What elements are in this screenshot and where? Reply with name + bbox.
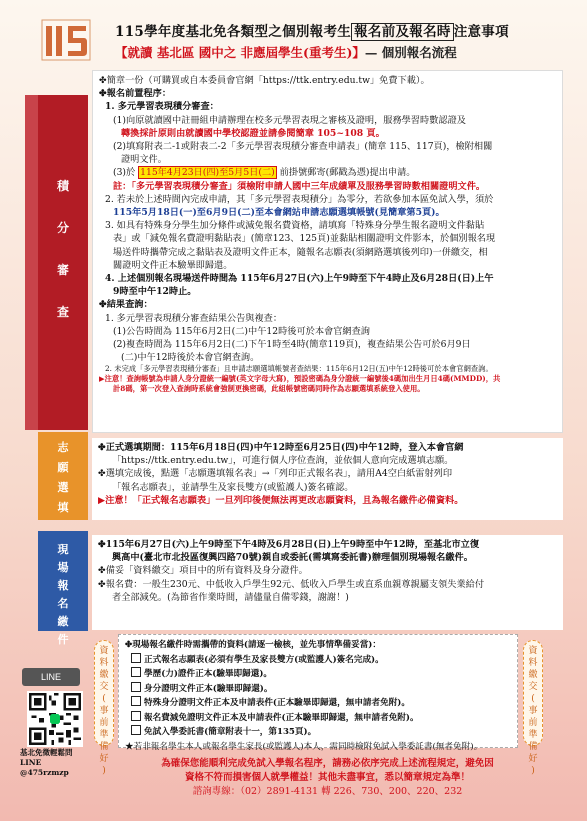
- step-1-3: (3)於 115年4月23日(四)至5月5日(二) 前掛號郵寄(郵戳為憑)提出申請。: [113, 167, 416, 179]
- checklist-item[interactable]: 免試入學委託書(簡章附表十一，第135頁)。: [125, 725, 511, 740]
- footer-line-2: 資格不符而損害個人就學權益！其他未盡事宜，悉以簡章規定為準！: [184, 772, 470, 783]
- checkbox[interactable]: [131, 696, 141, 706]
- tab-score-review: [38, 95, 88, 430]
- tab-onsite-registration: [38, 531, 88, 646]
- step-3b: 表」或「減免報名費證明黏貼表」(簡章123、125頁)並黏貼相關證明文件影本，於個別報名現: [113, 233, 496, 245]
- page-title: 115學年度基北免各類型之個別報考生 報名前及報名時 注意事項: [115, 24, 509, 40]
- step-1-1a: (1)向原就讀國中註冊組申請辦理在校多元學習表現之審核及證明，服務學習時數認證及: [113, 114, 466, 126]
- line-badge: LINE: [22, 668, 80, 686]
- result-1-1: (1)公告時間為 115年6月2日(二)中午12時後可於本會官網查詢: [113, 325, 370, 337]
- result-heading: ✤結果查詢：: [99, 299, 153, 311]
- checkbox[interactable]: [131, 653, 141, 663]
- checklist-item[interactable]: 特殊身分證明文件正本及申請表件(正本驗畢即歸還，無申請者免附)。: [125, 696, 511, 711]
- step-1-heading: 1. 多元學習表現積分審查：: [105, 101, 219, 113]
- footer-line-1: 為確保您能順利完成免試入學報名程序，請務必依序完成上述流程規定，避免因: [161, 758, 494, 769]
- onsite-prepare: ✤備妥「資料繳交」項目中的所有資料及身分證件。: [98, 565, 308, 577]
- checkbox[interactable]: [131, 667, 141, 677]
- wish-period-1: ✤正式選填期間：115年6月18日(四)中午12時至6月25日(四)中午12時，登入本會官網: [98, 442, 464, 453]
- result-1-2a: (2)複查時間為 115年6月2日(二)下午1時至4時(簡章119頁)，複查結果公告可於6月9日: [113, 339, 471, 351]
- line-caption: 基北免徵輕鬆問LINE @475rzmzp: [20, 748, 73, 777]
- onsite-fee-1: ✤報名費：一般生230元、中低收入戶學生92元、低收入戶學生或直系血親尊親屬支領失業給付: [98, 578, 485, 590]
- checklist-item[interactable]: 身分證明文件正本(驗畢即歸還)。: [125, 682, 511, 697]
- step-2b: 115年5月18日(一)至6月9日(二)至本會網站申請志願選填帳號(見簡章第5頁)。: [113, 207, 445, 219]
- step-4b: 9時至中午12時止。: [113, 286, 197, 298]
- result-2: 2. 未完成「多元學習表現積分審查」且申請志願選填帳號者查結果：115年6月12日(五)中午12時後可於本會官網查詢。: [105, 364, 493, 374]
- step-3a: 3. 如具有特殊身分學生加分條件或減免報名費資格，請填寫「特殊身分學生報名證明文件黏貼: [105, 220, 485, 232]
- step-3c: 場送件時攜帶完成之黏貼表及證明文件正本，隨報名志願表(須網路選填後列印)一併繳交，相: [113, 246, 488, 258]
- wish-notice: ▶注意！「正式報名志願表」一旦列印後便無法再更改志願資料，且為報名繳件必備資料。: [98, 494, 464, 506]
- materials-pill-right: 資 料 繳 交 ( 事 前 準 備 好 ): [523, 640, 543, 746]
- checklist-item[interactable]: 學歷(力)證件正本(驗畢即歸還)。: [125, 667, 511, 682]
- checklist-item[interactable]: 報名費減免證明文件正本及申請表件(正本驗畢即歸還，無申請者免附)。: [125, 711, 511, 726]
- page-subtitle: 【就讀 基北區 國中之 非應屆學生(重考生)】— 個別報名流程: [115, 45, 457, 60]
- step-1-2b: 證明文件。: [121, 154, 167, 166]
- step-1-note: 註：「多元學習表現積分審查」須檢附申請人國中三年成績單及服務學習時數相關證明文件。: [113, 180, 486, 192]
- pre-procedure-heading: ✤報名前置程序：: [99, 88, 172, 100]
- brochure-line: ✤簡章一份（可購買或自本委員會官網「https://ttk.entry.edu.tw」免費下載）。: [99, 75, 430, 86]
- checkbox[interactable]: [131, 682, 141, 692]
- checklist-heading: ✤現場報名繳件時需攜帶的資料(請逐一檢核，並先事情準備妥當)：: [125, 640, 381, 650]
- onsite-time-1: ✤115年6月27日(六)上午9時至下午4時及6月28日(日)上午9時至中午12時，至基北市立復: [98, 539, 480, 550]
- wish-print-1: ✤選填完成後，點選「志願選填報名表」→「列印正式報名表」，請用A4空白紙雷射列印: [98, 468, 453, 480]
- step-1-1b: 轉換採計原則由就讀國中學校認證並請參閱簡章 105~108 頁。: [121, 127, 385, 139]
- result-1: 1. 多元學習表現積分審查結果公告與複查：: [105, 312, 283, 324]
- checkbox[interactable]: [131, 711, 141, 721]
- tab-score-label: 積 分 審 查: [56, 179, 69, 319]
- checkbox[interactable]: [131, 725, 141, 735]
- step-3d: 關證明文件正本驗畢即歸還。: [113, 259, 233, 271]
- step-4a: 4. 上述個別報名現場送件時間為 115年6月27日(六)上午9時至下午4時止及6月28日(日)上午: [105, 273, 494, 285]
- onsite-time-2: 興高中(臺北市北投區復興四路70號)親自或委託(需填寫委託書)辦理個別現場報名繳件。: [112, 552, 473, 564]
- tab-onsite-label: 現 場 報 名 繳 件: [57, 543, 69, 646]
- step-1-2a: (2)填寫附表二-1或附表二-2「多元學習表現積分審查申請表」(簡章 115、117頁)，檢附相關: [113, 141, 493, 153]
- apply-date-highlight: 115年4月23日(四)至5月5日(二): [140, 167, 275, 179]
- 115-logo-icon: [40, 18, 92, 62]
- tab-wish-label: 志 願 選 填: [57, 441, 69, 514]
- tab-wish-selection: [38, 432, 88, 520]
- onsite-fee-2: 者全部減免。(為節省作業時間，請儘量自備零錢，謝謝！): [112, 591, 349, 603]
- checklist-section: [118, 634, 518, 752]
- step-2a: 2. 若未於上述時間內完成申請，其「多元學習表現積分」為零分，若欲參加本區免試入學，須於: [105, 193, 494, 205]
- qr-code-icon[interactable]: [27, 691, 83, 747]
- wish-print-2: 「報名志願表」，並請學生及家長雙方(或監護人)簽名確認。: [112, 481, 354, 493]
- wish-period-2: 「https://ttk.entry.edu.tw」，可進行個人序位查詢，並依個人意向完成選填志願。: [112, 455, 454, 467]
- login-notice-1: ▶注意！查詢帳號為申請人身分證統一編號(英文字母大寫)，預設密碼為身分證統一編號後4碼加出生月日4碼(MMDD)，共: [99, 374, 501, 384]
- title-highlight: 報名前及報名時: [351, 23, 454, 41]
- login-notice-2: 計8碼，第一次登入查詢時系統會強制更換密碼，此組帳號密碼同時作為志願選填系統登入使用。: [113, 384, 425, 394]
- onsite-section: [92, 535, 563, 630]
- result-1-2b: (二)中午12時後於本會官網查詢。: [121, 352, 260, 364]
- wish-selection-section: [92, 438, 563, 520]
- checklist-note: ★若非報名學生本人或報名學生家長(或監護人)本人，需同時檢附免試入學委託書(無者免附)。: [125, 741, 483, 752]
- footer-contact: 諮詢專線：（02）2891-4131 轉 226、730、200、220、232: [192, 786, 463, 797]
- materials-pill-left: 資 料 繳 交 ( 事 前 準 備 好 ): [94, 640, 114, 746]
- footer: [92, 757, 563, 799]
- score-review-section: [92, 70, 563, 433]
- checklist-item[interactable]: 正式報名志願表(必須有學生及家長雙方(或監護人)簽名完成)。: [125, 653, 511, 668]
